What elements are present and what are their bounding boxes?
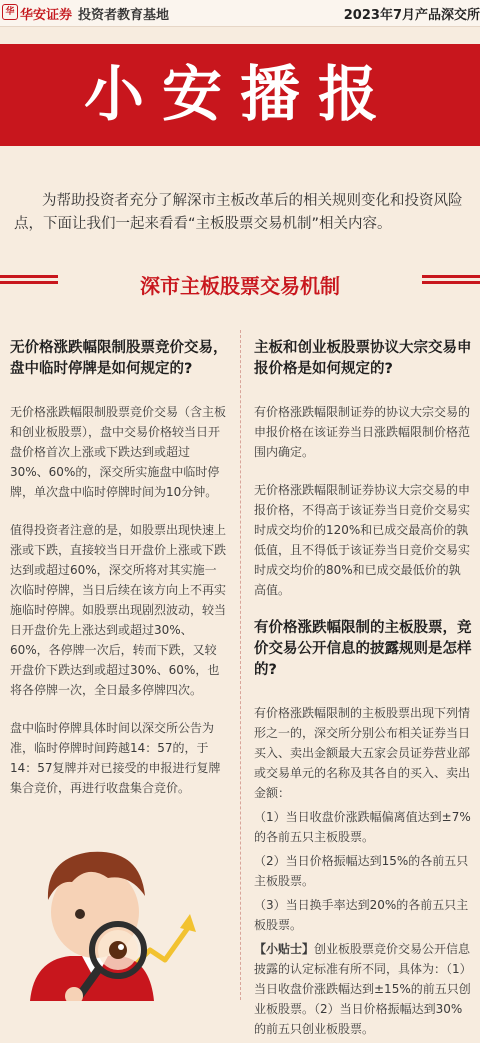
section-deco-right — [422, 275, 480, 289]
rule-item-2: （2）当日价格振幅达到15%的各前五只主板股票。 — [254, 854, 469, 888]
left-paragraph-2: 值得投资者注意的是，如股票出现快速上涨或下跌，直接较当日开盘价上涨或下跌达到或超过60%，深交所将对其实施一次临时停牌，当日后续在该方向上不再实施临时停牌。如股票出现剧烈波动，较当日开盘价先上涨达到或超过30%、60%，各停牌一次后，转而下跌，又较开盘价下跌达到或超过30%、60%，也将各停牌一次，全日最多停牌四次。 — [10, 523, 227, 697]
mascot-illustration — [0, 830, 200, 1001]
right-column — [254, 338, 472, 1043]
banner-title: 小安播报 — [84, 60, 396, 130]
header-title: 2023年7月产品深交所 — [343, 8, 480, 23]
seal-icon: 华 — [2, 4, 18, 20]
section-title: 深市主板股票交易机制 — [140, 274, 340, 298]
left-paragraph-1: 无价格涨跌幅限制股票竞价交易（含主板和创业板股票），盘中交易价格较当日开盘价格首次上涨或下跌达到或超过30%、60%的，深交所实施盘中临时停牌，单次盘中临时停牌时间为10分钟。 — [10, 405, 227, 499]
right-heading-1: 主板和创业板股票协议大宗交易申报价格是如何规定的? — [254, 340, 472, 377]
brand-tagline: 投资者教育基地 — [78, 8, 170, 23]
tip-label: 【小贴士】 — [254, 942, 315, 956]
brand-name: 华安证券 — [20, 8, 73, 23]
rule-item-3: （3）当日换手率达到20%的各前五只主板股票。 — [254, 898, 469, 932]
rule-item-1: （1）当日收盘价涨跌幅偏离值达到±7%的各前五只主板股票。 — [254, 810, 471, 844]
right-paragraph-2: 无价格涨跌幅限制证券协议大宗交易的申报价格，不得高于该证券当日竞价交易实时成交均价的120%和已成交最高价的孰低值，且不得低于该证券当日竞价交易实时成交均价的80%和已成交最低价的孰高值。 — [254, 483, 471, 597]
left-column — [10, 338, 228, 816]
left-heading: 无价格涨跌幅限制股票竞价交易，盘中临时停牌是如何规定的? — [10, 340, 228, 377]
right-paragraph-3: 有价格涨跌幅限制的主板股票出现下列情形之一的，深交所分别公布相关证券当日买入、卖出金额最大五家会员证券营业部或交易单元的名称及其各自的买入、卖出金额： — [254, 706, 471, 800]
title-banner — [0, 44, 480, 146]
top-bar — [0, 0, 480, 27]
column-divider — [240, 330, 241, 1000]
left-paragraph-3: 盘中临时停牌具体时间以深交所公告为准，临时停牌时间跨越14：57的，于14：57复牌并对已接受的申报进行复牌集合竞价，再进行收盘集合竞价。 — [10, 721, 221, 795]
right-paragraph-1: 有价格涨跌幅限制证券的协议大宗交易的申报价格在该证券当日涨跌幅限制价格范围内确定。 — [254, 405, 471, 459]
intro-paragraph: 为帮助投资者充分了解深市主板改革后的相关规则变化和投资风险点，下面让我们一起来看看“主板股票交易机制”相关内容。 — [14, 193, 463, 232]
tip-text: 创业板股票竞价交易公开信息披露的认定标准有所不同，具体为：（1）当日收盘价涨跌幅达到±15%的前五只创业板股票。（2）当日价格振幅达到30%的前五只创业板股票。 — [254, 942, 472, 1036]
brand-logo — [2, 4, 169, 23]
tip-paragraph — [254, 939, 472, 1039]
right-heading-2: 有价格涨跌幅限制的主板股票，竞价交易公开信息的披露规则是怎样的? — [254, 620, 472, 678]
